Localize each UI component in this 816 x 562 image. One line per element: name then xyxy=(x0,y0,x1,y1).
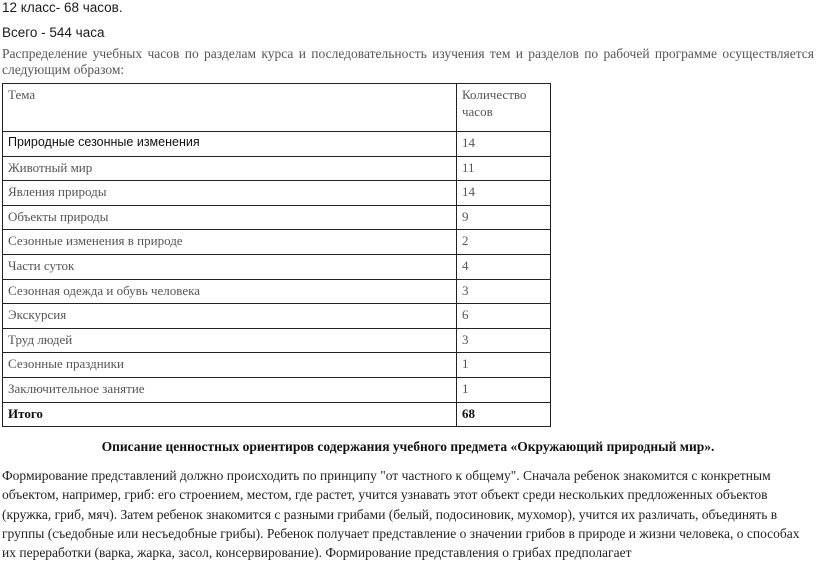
row-hours: 3 xyxy=(457,328,551,353)
row-topic: Явления природы xyxy=(3,181,457,206)
table-row xyxy=(3,254,551,279)
table-total-row xyxy=(3,402,551,427)
row-hours: 14 xyxy=(457,132,551,157)
row-hours: 11 xyxy=(457,156,551,181)
table-row xyxy=(3,132,551,157)
header-hours: Количество часов xyxy=(457,84,551,132)
table-row xyxy=(3,205,551,230)
row-hours: 4 xyxy=(457,254,551,279)
table-row xyxy=(3,230,551,255)
row-topic: Заключительное занятие xyxy=(3,377,457,402)
intro-paragraph: Распределение учебных часов по разделам курса и последовательность изучения тем и разделов по рабочей программе осуществляется следующим образом: xyxy=(2,46,814,77)
row-hours: 3 xyxy=(457,279,551,304)
table-row xyxy=(3,328,551,353)
row-topic: Животный мир xyxy=(3,156,457,181)
row-hours: 6 xyxy=(457,304,551,329)
description-paragraph: Формирование представлений должно происходить по принципу "от частного к общему". Сначала ребенок знакомится с конкретным объектом, например, гриб: его строением, местом, где растет, учится узнавать этот объект среди нескольких предложенных объектов (кружка, гриб, мяч). Затем ребенок знакомится с разными грибами (белый, подосиновик, мухомор), учится их различать, объединять в группы (съедобные или несъедобные грибы). Ребенок получает представление о значении грибов в природе и жизни человека, о способах их переработки (варка, жарка, засол, консервирование). Формирование представления о грибах предполагает xyxy=(2,468,800,561)
table-row xyxy=(3,156,551,181)
table-row xyxy=(3,279,551,304)
row-topic: Сезонные изменения в природе xyxy=(3,230,457,255)
table-header-row xyxy=(3,84,551,132)
hours-table xyxy=(2,83,551,427)
total-hours: Всего - 544 часа xyxy=(2,25,105,40)
row-topic: Объекты природы xyxy=(3,205,457,230)
hours-12-grade: 12 класс- 68 часов. xyxy=(2,0,123,15)
table-row xyxy=(3,304,551,329)
header-topic: Тема xyxy=(3,84,457,132)
row-topic: Экскурсия xyxy=(3,304,457,329)
row-hours: 14 xyxy=(457,181,551,206)
row-topic: Труд людей xyxy=(3,328,457,353)
row-topic: Сезонные праздники xyxy=(3,353,457,378)
row-topic: Части суток xyxy=(3,254,457,279)
row-hours: 9 xyxy=(457,205,551,230)
total-label: Итого xyxy=(3,402,457,427)
table-row xyxy=(3,353,551,378)
section-heading: Описание ценностных ориентиров содержания учебного предмета «Окружающий природный мир». xyxy=(101,439,715,454)
total-hours-value: 68 xyxy=(457,402,551,427)
row-hours: 1 xyxy=(457,353,551,378)
row-topic: Сезонная одежда и обувь человека xyxy=(3,279,457,304)
table-row xyxy=(3,181,551,206)
row-hours: 2 xyxy=(457,230,551,255)
table-row xyxy=(3,377,551,402)
row-topic: Природные сезонные изменения xyxy=(3,132,457,157)
row-hours: 1 xyxy=(457,377,551,402)
